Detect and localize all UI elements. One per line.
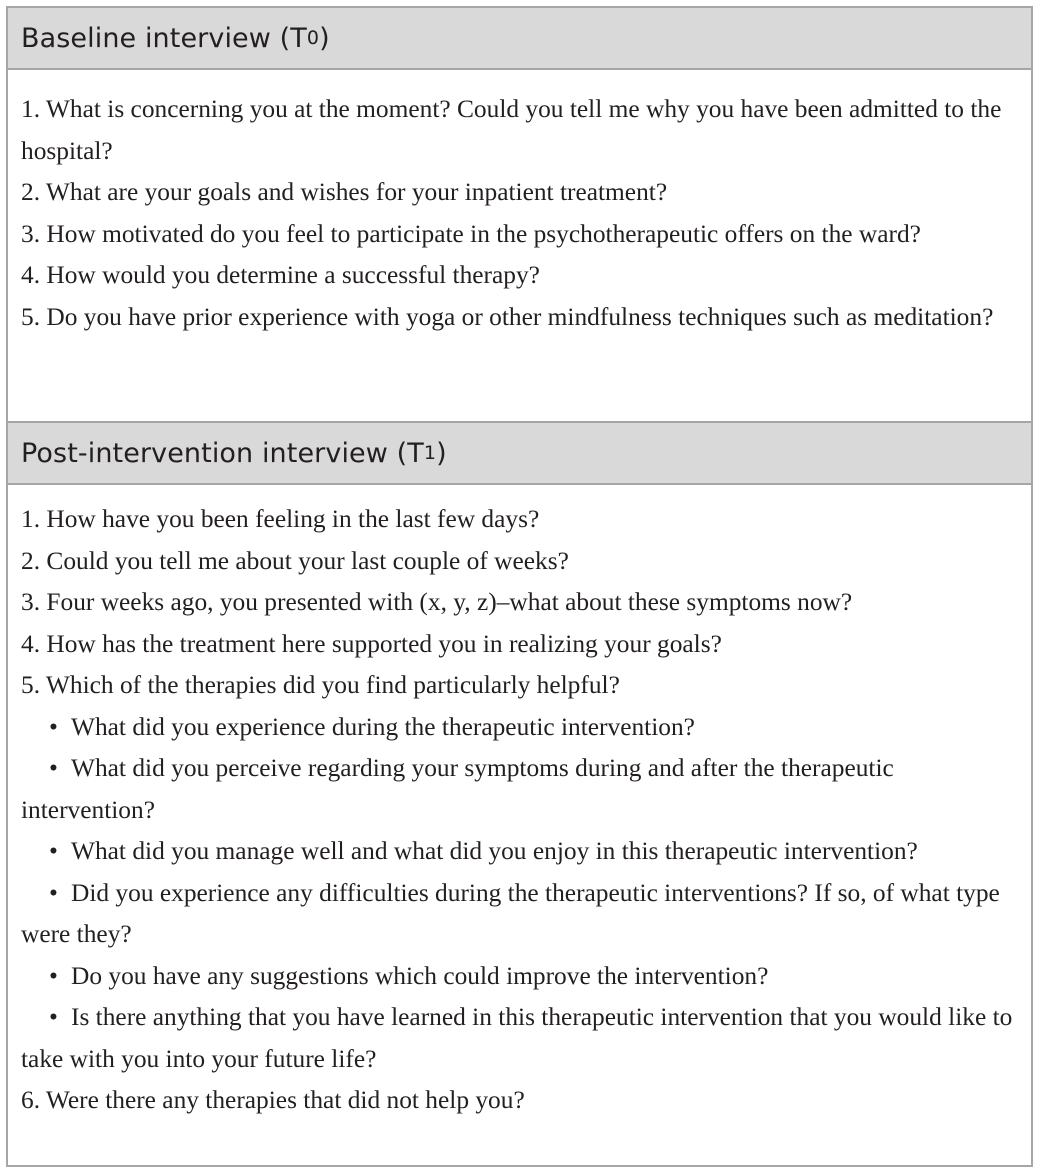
bullet-icon: •	[49, 837, 58, 865]
post-intervention-interview-header: Post-intervention interview (T 1 )	[8, 423, 1031, 485]
post-sub-question-1	[21, 707, 1023, 749]
post-question-1: 1. How have you been feeling in the last few days?	[21, 505, 540, 533]
bullet-icon: •	[49, 878, 58, 907]
baseline-interview-title: Baseline interview (T	[21, 22, 307, 54]
post-intervention-interview-title-end: )	[436, 437, 447, 469]
post-intervention-interview-title: Post-intervention interview (T	[21, 437, 424, 469]
baseline-question-1: 1. What is concerning you at the moment? Could you tell me why you have been admitted to the hospital?	[21, 95, 1002, 165]
baseline-interview-header: Baseline interview (T 0 )	[8, 8, 1031, 70]
bullet-icon: •	[49, 961, 58, 990]
interview-questions-table	[6, 6, 1033, 1167]
post-sub-question-2-text: What did you perceive regarding your symptoms during and after the therapeutic intervention?	[21, 754, 894, 824]
post-sub-question-2	[21, 748, 1023, 831]
post-intervention-interview-questions	[8, 485, 1031, 1122]
post-question-5: 5. Which of the therapies did you find particularly helpful?	[21, 671, 620, 699]
baseline-question-3: 3. How motivated do you feel to participate in the psychotherapeutic offers on the ward?	[21, 219, 921, 248]
post-sub-question-6-text: Is there anything that you have learned in this therapeutic intervention that you would like to take with you into your future life?	[21, 1003, 1013, 1073]
post-question-6: 6. Were there any therapies that did not help you?	[21, 1086, 525, 1114]
post-sub-question-1-text: What did you experience during the therapeutic intervention?	[71, 712, 695, 741]
baseline-question-4: 4. How would you determine a successful therapy?	[21, 261, 540, 289]
post-sub-question-5	[21, 956, 1023, 998]
post-sub-question-3	[21, 831, 1023, 873]
bullet-icon: •	[49, 754, 58, 782]
post-sub-question-4-text: Did you experience any difficulties during the therapeutic interventions? If so, of what type were they?	[21, 878, 1000, 948]
baseline-interview-title-end: )	[319, 22, 330, 54]
baseline-question-2: 2. What are your goals and wishes for your inpatient treatment?	[21, 178, 668, 206]
bullet-icon: •	[49, 1003, 58, 1031]
baseline-interview-questions	[8, 70, 1031, 423]
post-question-4: 4. How has the treatment here supported you in realizing your goals?	[21, 629, 722, 658]
post-sub-question-4	[21, 873, 1023, 956]
post-sub-question-5-text: Do you have any suggestions which could improve the intervention?	[71, 961, 769, 990]
bullet-icon: •	[49, 712, 58, 741]
post-sub-question-3-text: What did you manage well and what did you enjoy in this therapeutic intervention?	[71, 837, 918, 865]
post-sub-question-6	[21, 997, 1023, 1080]
post-question-2: 2. Could you tell me about your last couple of weeks?	[21, 546, 569, 575]
baseline-question-5: 5. Do you have prior experience with yoga or other mindfulness techniques such as meditation?	[21, 302, 994, 331]
post-question-3: 3. Four weeks ago, you presented with (x, y, z)–what about these symptoms now?	[21, 588, 853, 616]
